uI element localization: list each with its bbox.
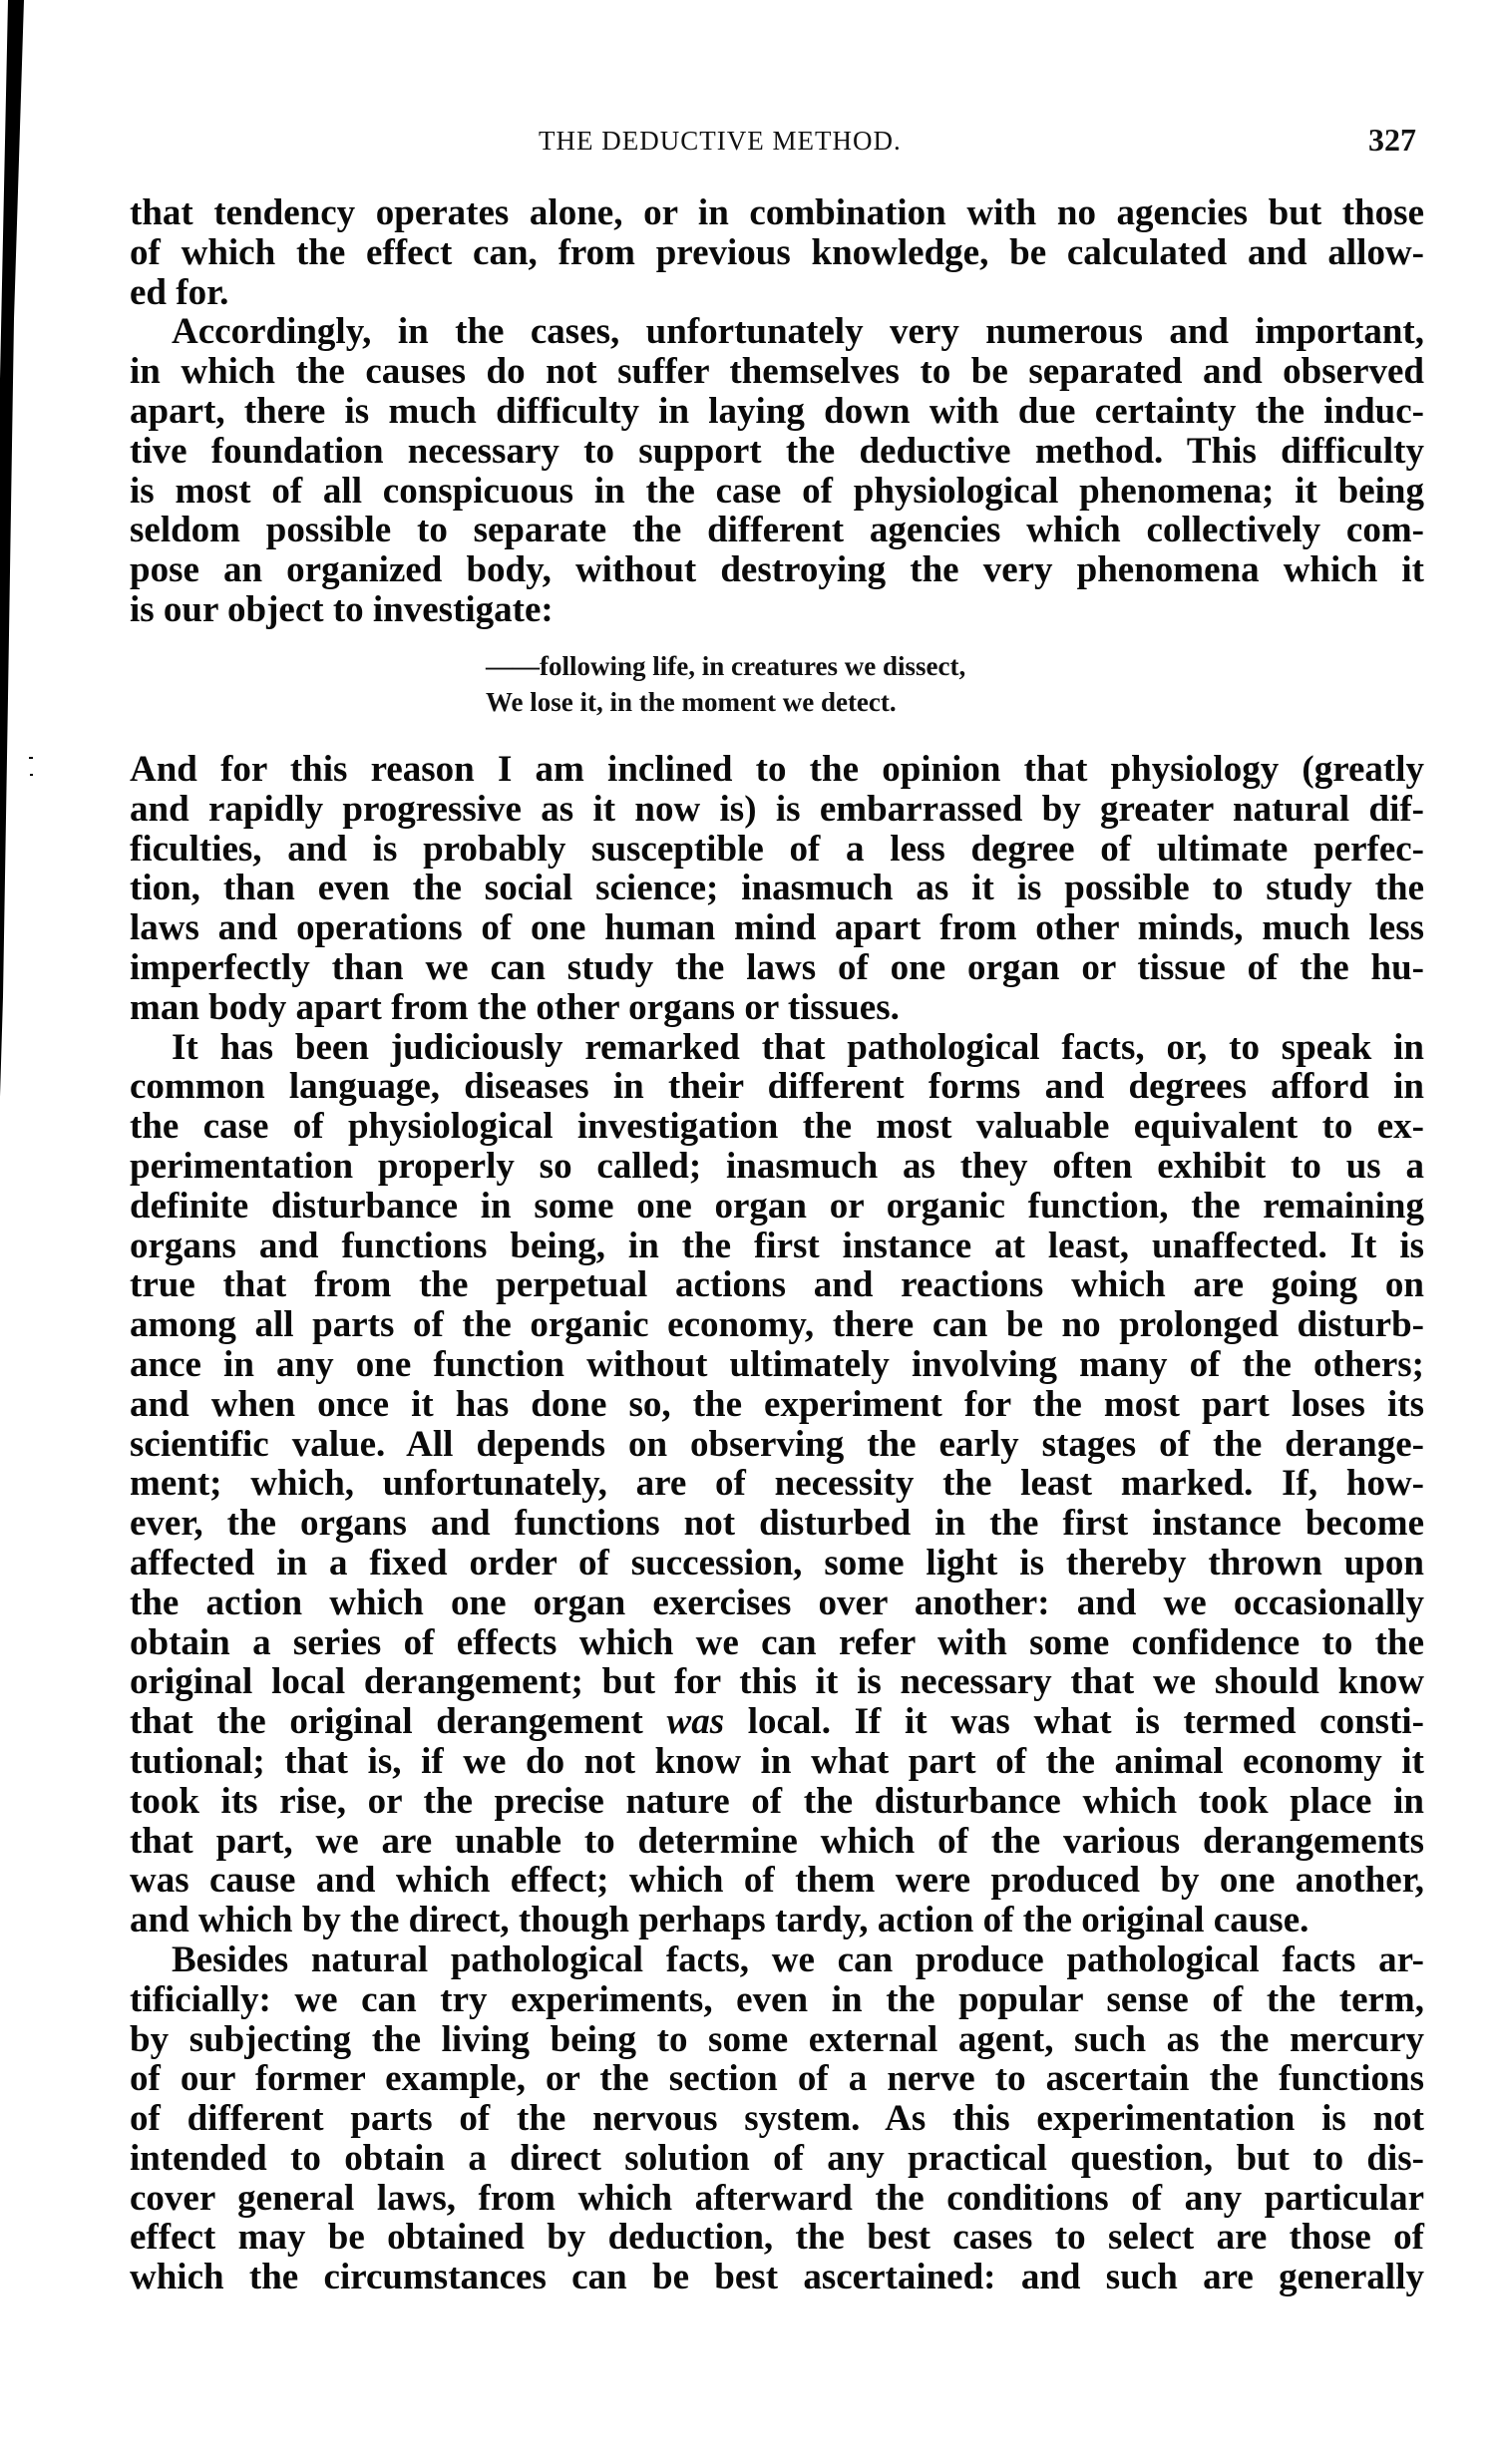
- text-line: [130, 908, 1424, 948]
- text-line-content: which the circumstances can be best ascertained: and such are generally: [130, 2257, 1424, 2298]
- text-line-content: Besides natural pathological facts, we can produce pathological facts ar-: [172, 1938, 1424, 1980]
- text-line-content: and which by the direct, though perhaps tardy, action of the original cause.: [130, 1900, 1309, 1941]
- text-line: [130, 2059, 1424, 2099]
- text-line-content: effect may be obtained by deduction, the best cases to select are those of: [130, 2217, 1424, 2259]
- text-line-content: of different parts of the nervous system. As this experimentation is not: [130, 2098, 1424, 2140]
- text-line-content: ed for.: [130, 271, 229, 313]
- text-line: [130, 392, 1424, 432]
- text-line: [130, 1385, 1424, 1425]
- italic-emphasis: was: [666, 1701, 725, 1743]
- text-line-content: cover general laws, from which afterward the conditions of any particular: [130, 2177, 1424, 2219]
- text-line: [130, 869, 1424, 908]
- text-line: [130, 1187, 1424, 1227]
- text-line-content: affected in a fixed order of succession, some light is thereby thrown upon: [130, 1542, 1424, 1584]
- text-line: [130, 1822, 1424, 1862]
- text-line: [130, 1107, 1424, 1147]
- text-line-content: in which the causes do not suffer themselves to be separated and observed: [130, 351, 1424, 393]
- text-line: [130, 1425, 1424, 1465]
- text-line: [130, 1940, 1424, 1980]
- running-header: [130, 118, 1424, 162]
- text-line: [130, 2020, 1424, 2060]
- text-line-content: of which the effect can, from previous knowledge, be calculated and allow-: [130, 231, 1424, 273]
- text-line: [130, 312, 1424, 352]
- text-line: [130, 830, 1424, 870]
- text-line: [130, 948, 1424, 988]
- text-line: [130, 1147, 1424, 1187]
- text-line: [130, 233, 1424, 273]
- text-line-content: ficulties, and is probably susceptible of a less degree of ultimate perfec-: [130, 828, 1424, 870]
- text-line-content: the case of physiological investigation the most valuable equivalent to ex-: [130, 1106, 1424, 1148]
- text-line-content: perimentation properly so called; inasmuch as they often exhibit to us a: [130, 1145, 1424, 1187]
- scan-speck: [30, 774, 33, 776]
- text-line: [130, 1623, 1424, 1663]
- text-line-content: tion, than even the social science; inasmuch as it is possible to study the: [130, 868, 1424, 909]
- text-line: [130, 273, 1424, 313]
- text-line: [130, 550, 1424, 590]
- text-line-content: ance in any one function without ultimately involving many of the others;: [130, 1343, 1424, 1385]
- text-line: [130, 511, 1424, 550]
- text-line-content: tutional; that is, if we do not know in what part of the animal economy it: [130, 1740, 1424, 1782]
- text-line: [130, 1305, 1424, 1345]
- text-line: [130, 1544, 1424, 1584]
- text-line-content: original local derangement; but for this it is necessary that we should know: [130, 1661, 1424, 1703]
- text-line-content: tificially: we can try experiments, even in the popular sense of the term,: [130, 1978, 1424, 2020]
- text-line: [130, 1702, 1424, 1742]
- text-line: [130, 1861, 1424, 1901]
- text-line: [130, 2258, 1424, 2297]
- text-line: [130, 790, 1424, 830]
- text-line-content: seldom possible to separate the different agencies which collectively com-: [130, 510, 1424, 551]
- body-text-upper: [130, 193, 1424, 630]
- text-line-content: is our object to investigate:: [130, 588, 554, 630]
- text-line: [130, 1504, 1424, 1544]
- text-line: [130, 1742, 1424, 1782]
- text-line-content: and when once it has done so, the experiment for the most part loses its: [130, 1383, 1424, 1425]
- text-line-content: apart, there is much difficulty in laying down with due certainty the induc-: [130, 390, 1424, 432]
- text-line: [130, 1464, 1424, 1504]
- text-line: [130, 1067, 1424, 1107]
- verse-line: We lose it, in the moment we detect.: [486, 687, 897, 717]
- text-line: [130, 193, 1424, 233]
- text-line-content: tive foundation necessary to support the deductive method. This difficulty: [130, 430, 1424, 472]
- text-line-content: scientific value. All depends on observing the early stages of the derange-: [130, 1423, 1424, 1465]
- text-line-content: common language, diseases in their different forms and degrees afford in: [130, 1066, 1424, 1108]
- text-line-content: Accordingly, in the cases, unfortunately very numerous and important,: [172, 311, 1424, 353]
- text-line: [130, 1028, 1424, 1068]
- verse-quotation: [486, 648, 965, 720]
- text-line-content: And for this reason I am inclined to the opinion that physiology (greatly: [130, 749, 1424, 790]
- text-line: [130, 2139, 1424, 2179]
- text-line-content: took its rise, or the precise nature of the disturbance which took place in: [130, 1780, 1424, 1822]
- text-line-content: and rapidly progressive as it now is) is embarrassed by greater natural dif-: [130, 788, 1424, 830]
- text-line: [130, 590, 1424, 630]
- text-line: [130, 2218, 1424, 2258]
- text-line: [130, 1901, 1424, 1940]
- text-line: [130, 472, 1424, 512]
- text-line: [130, 1662, 1424, 1702]
- running-title: THE DEDUCTIVE METHOD.: [539, 126, 902, 156]
- text-line-content: true that from the perpetual actions and reactions which are going on: [130, 1264, 1424, 1306]
- text-line-content: It has been judiciously remarked that pathological facts, or, to speak in: [172, 1026, 1424, 1068]
- text-line-content: that part, we are unable to determine which of the various derangements: [130, 1820, 1424, 1862]
- text-line: [130, 1227, 1424, 1266]
- body-text-lower: [130, 750, 1424, 2297]
- text-line-content: that the original derangement was local. If it was what is termed consti-: [130, 1701, 1424, 1743]
- page-number: 327: [1368, 122, 1416, 158]
- text-line-content: by subjecting the living being to some external agent, such as the mercury: [130, 2018, 1424, 2060]
- text-line: [130, 2099, 1424, 2139]
- text-line: [130, 352, 1424, 392]
- text-line-content: ever, the organs and functions not disturbed in the first instance become: [130, 1503, 1424, 1545]
- text-line-content: was cause and which effect; which of them were produced by one another,: [130, 1860, 1424, 1902]
- text-line-content: organs and functions being, in the first instance at least, unaffected. It is: [130, 1225, 1424, 1266]
- text-line-content: man body apart from the other organs or tissues.: [130, 986, 900, 1028]
- text-line-content: the action which one organ exercises over another: and we occasionally: [130, 1582, 1424, 1623]
- text-line-content: imperfectly than we can study the laws of one organ or tissue of the hu-: [130, 946, 1424, 988]
- text-line-content: laws and operations of one human mind apart from other minds, much less: [130, 907, 1424, 949]
- text-line: [130, 1980, 1424, 2020]
- text-line: [130, 2179, 1424, 2219]
- verse-line: ——following life, in creatures we dissect,: [486, 651, 966, 681]
- text-line-content: pose an organized body, without destroying the very phenomena which it: [130, 549, 1424, 591]
- text-line: [130, 1265, 1424, 1305]
- text-line: [130, 1345, 1424, 1385]
- text-line: [130, 432, 1424, 472]
- scan-edge-shadow: [0, 0, 24, 1097]
- text-line: [130, 1782, 1424, 1822]
- text-line-content: ment; which, unfortunately, are of necessity the least marked. If, how-: [130, 1463, 1424, 1505]
- text-line-content: of our former example, or the section of a nerve to ascertain the functions: [130, 2058, 1424, 2100]
- text-line-content: definite disturbance in some one organ or organic function, the remaining: [130, 1185, 1424, 1227]
- text-line-content: intended to obtain a direct solution of any practical question, but to dis-: [130, 2137, 1424, 2179]
- text-line: [130, 1584, 1424, 1623]
- text-line: [130, 750, 1424, 790]
- text-line-content: among all parts of the organic economy, there can be no prolonged disturb-: [130, 1304, 1424, 1346]
- scan-speck: [29, 757, 33, 759]
- text-line-content: that tendency operates alone, or in combination with no agencies but those: [130, 192, 1424, 233]
- text-line-content: is most of all conspicuous in the case of physiological phenomena; it being: [130, 470, 1424, 512]
- text-line-content: obtain a series of effects which we can refer with some confidence to the: [130, 1621, 1424, 1663]
- text-line: [130, 988, 1424, 1028]
